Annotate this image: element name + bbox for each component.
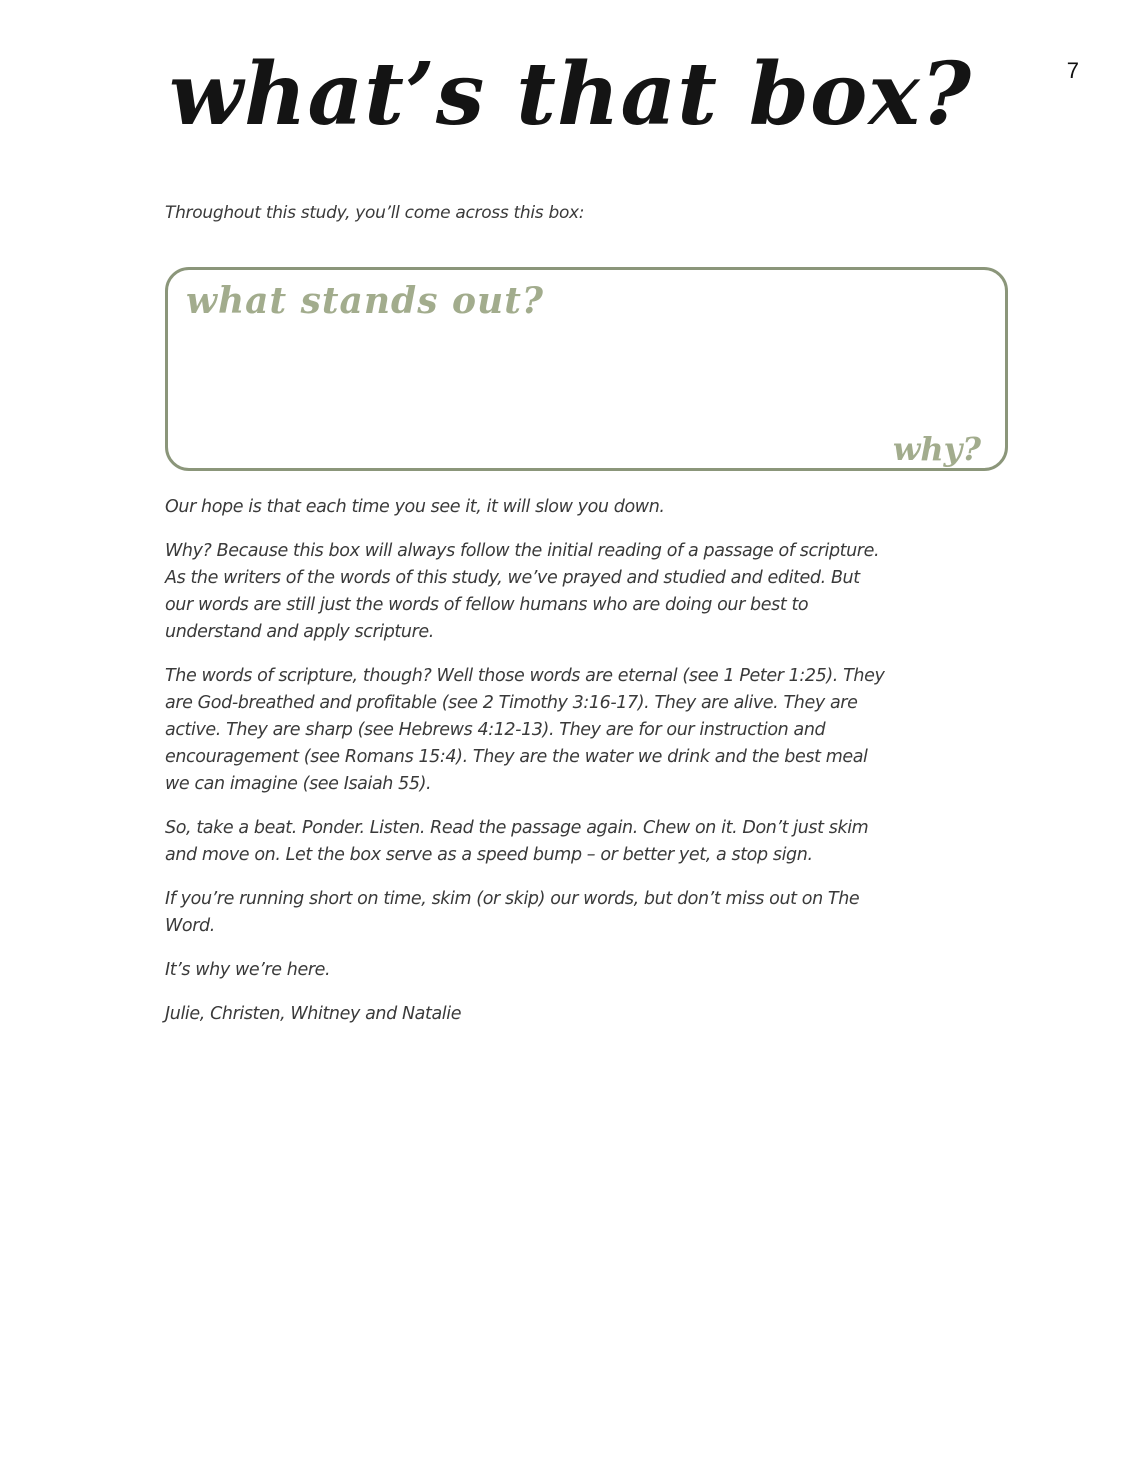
page-number: 7 <box>1066 58 1079 83</box>
paragraph-scripture: The words of scripture, though? Well those words are eternal (see 1 Peter 1:25). They are God-breathed and profitable (see 2 Timothy 3:16-17). They are alive. They are active. They are sharp (see Hebrews 4:12-13). They are for our instruction and encouragement (see Romans 15:4). They are the water we drink and the best meal we can imagine (see Isaiah 55). <box>165 666 885 794</box>
box-why-label: why? <box>889 430 985 468</box>
what-stands-out-box <box>165 267 1008 471</box>
paragraph-why: Why? Because this box will always follow the initial reading of a passage of scripture. As the writers of the words of this study, we’ve prayed and studied and edited. But our words are still just the words of fellow humans who are doing our best to understand and apply scripture. <box>165 541 880 642</box>
paragraph-hope: Our hope is that each time you see it, it will slow you down. <box>165 497 665 517</box>
page-title: what’s that box? <box>168 44 973 145</box>
signature-authors: Julie, Christen, Whitney and Natalie <box>165 1004 462 1024</box>
body-text <box>165 494 885 1045</box>
paragraph-why-here: It’s why we’re here. <box>165 960 331 980</box>
paragraph-short-on-time: If you’re running short on time, skim (or skip) our words, but don’t miss out on The Word. <box>165 889 860 936</box>
intro-text: Throughout this study, you’ll come across this box: <box>165 203 585 223</box>
box-prompt-label: what stands out? <box>186 280 544 322</box>
paragraph-take-a-beat: So, take a beat. Ponder. Listen. Read the passage again. Chew on it. Don’t just skim and move on. Let the box serve as a speed bump – or better yet, a stop sign. <box>165 818 869 865</box>
